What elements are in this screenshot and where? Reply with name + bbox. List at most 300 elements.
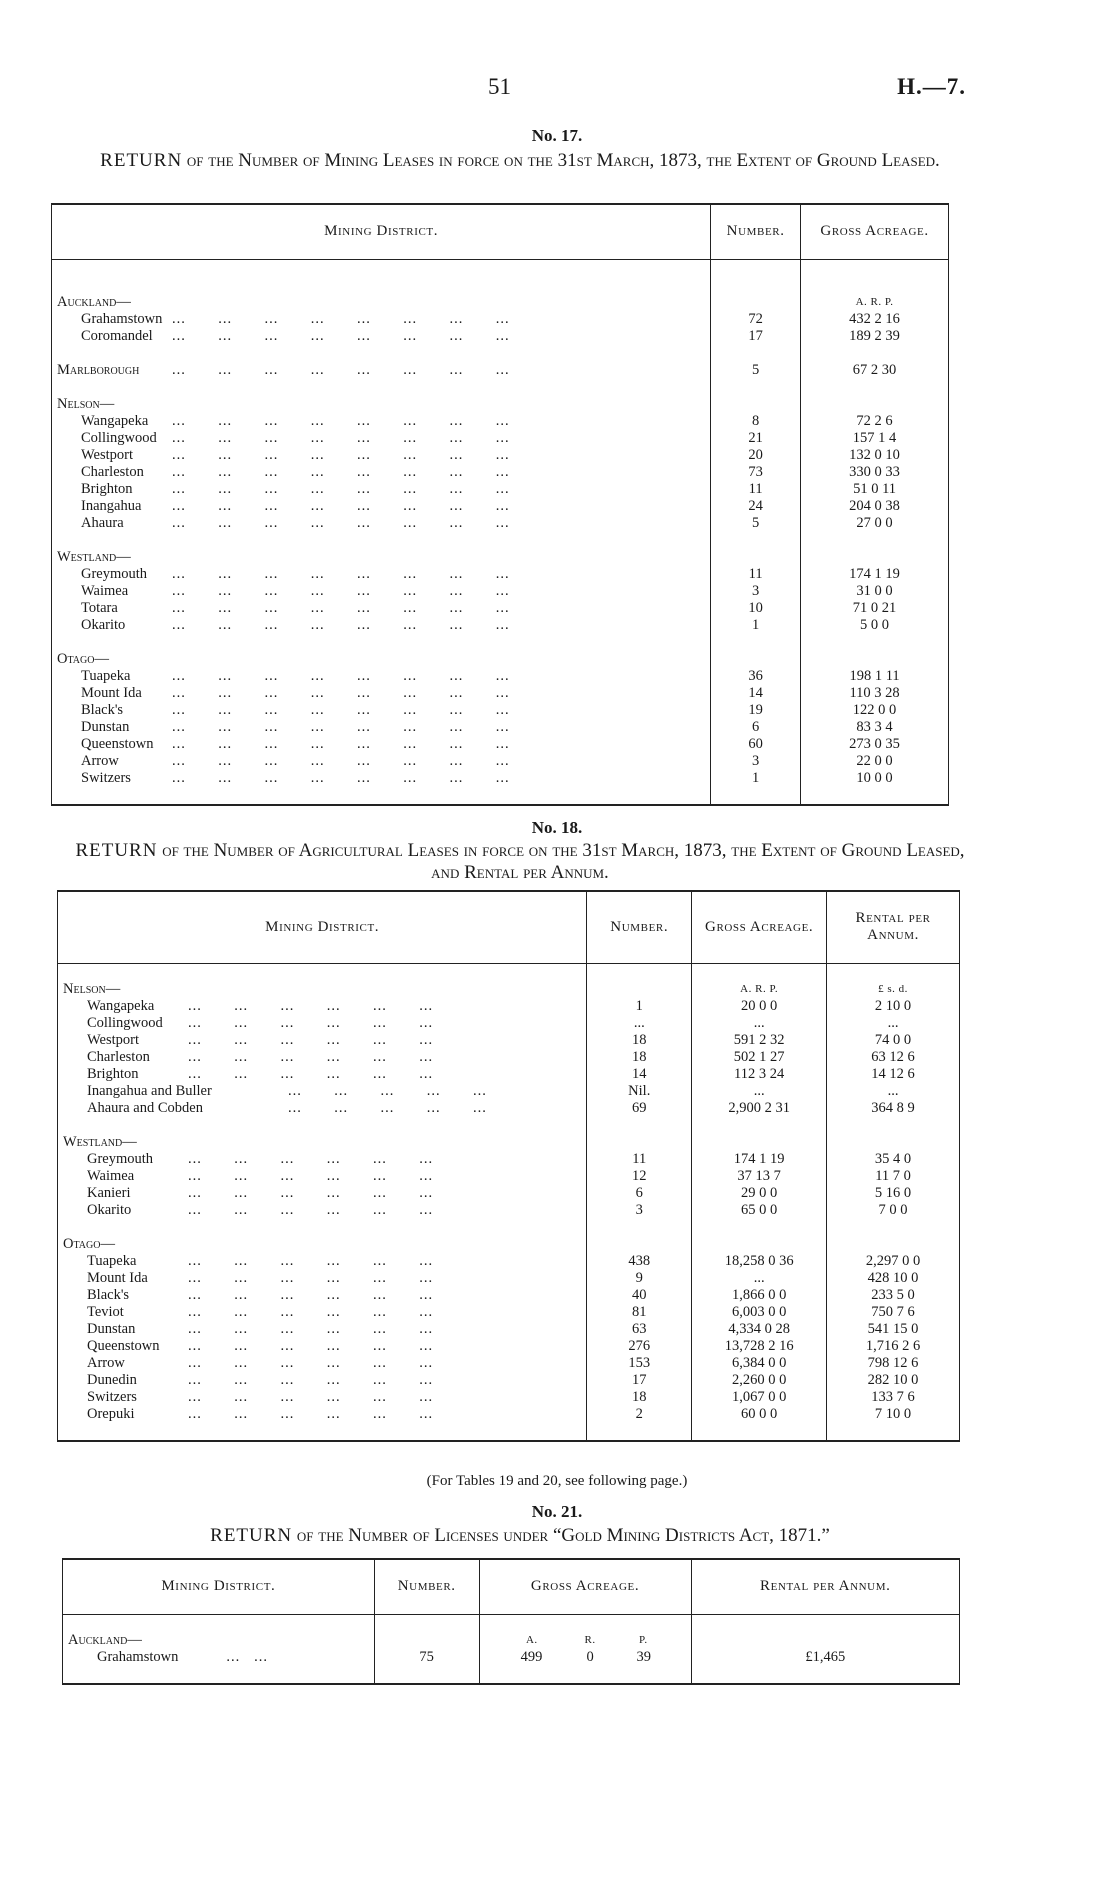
row-name bbox=[52, 617, 711, 634]
empty-cell bbox=[587, 1236, 692, 1253]
table-row bbox=[52, 753, 949, 770]
acreage-units bbox=[801, 549, 949, 566]
row-acreage: 6,384 0 0 bbox=[692, 1355, 827, 1372]
table-row bbox=[52, 498, 949, 515]
unit-roods: R. bbox=[584, 1633, 596, 1646]
row-number: 5 bbox=[711, 515, 801, 532]
table-18-title bbox=[70, 840, 970, 884]
row-name bbox=[58, 1389, 587, 1406]
row-name bbox=[58, 1168, 587, 1185]
leader-dots: ... ... ... ... ... ... ... ... bbox=[172, 412, 510, 429]
group-name: Auckland— bbox=[52, 294, 711, 311]
leader-dots: ... ... ... ... ... ... bbox=[188, 1269, 434, 1286]
row-name bbox=[52, 583, 711, 600]
table-21-number: No. 21. bbox=[531, 1502, 583, 1521]
acreage-units: A. R. P. bbox=[801, 294, 949, 311]
row-number: ... bbox=[587, 1015, 692, 1032]
row-number: 276 bbox=[587, 1338, 692, 1355]
leader-dots: ... ... ... ... ... ... bbox=[188, 1252, 434, 1269]
row-acres: 499 bbox=[520, 1648, 543, 1665]
leader-dots: ... ... ... ... ... ... ... ... bbox=[172, 497, 510, 514]
row-acreage: 29 0 0 bbox=[692, 1185, 827, 1202]
group-name: Otago— bbox=[58, 1236, 587, 1253]
row-acreage: 189 2 39 bbox=[801, 328, 949, 345]
row-name bbox=[58, 1151, 587, 1168]
row-rental: ... bbox=[827, 1083, 960, 1100]
row-rental: 35 4 0 bbox=[827, 1151, 960, 1168]
leader-dots: ... ... ... ... ... ... bbox=[188, 1014, 434, 1031]
row-name-text: Black's bbox=[81, 701, 124, 718]
row-name-text: Dunedin bbox=[87, 1371, 137, 1388]
row-name bbox=[58, 1338, 587, 1355]
table-row bbox=[58, 1287, 960, 1304]
table-18-body bbox=[58, 963, 960, 1441]
table-row bbox=[58, 1321, 960, 1338]
row-rental: £1,465 bbox=[691, 1649, 959, 1666]
table-row bbox=[58, 1032, 960, 1049]
row-acreage: 31 0 0 bbox=[801, 583, 949, 600]
row-name-text: Orepuki bbox=[87, 1405, 135, 1422]
row-name bbox=[52, 311, 711, 328]
row-name bbox=[58, 1083, 587, 1100]
table-row bbox=[58, 1100, 960, 1117]
unit-acres: A. bbox=[525, 1633, 538, 1646]
table-row bbox=[52, 515, 949, 532]
row-name bbox=[52, 464, 711, 481]
table-row bbox=[52, 702, 949, 719]
leader-dots: ... ... ... ... ... ... ... ... bbox=[172, 565, 510, 582]
leader-dots: ... ... ... ... ... ... bbox=[188, 997, 434, 1014]
row-name-text: Wangapeka bbox=[87, 997, 155, 1014]
table-row bbox=[52, 685, 949, 702]
row-name bbox=[52, 600, 711, 617]
leader-dots: ... ... ... ... ... ... ... ... bbox=[172, 718, 510, 735]
empty-cell bbox=[711, 549, 801, 566]
row-name bbox=[58, 1372, 587, 1389]
row-number: 11 bbox=[587, 1151, 692, 1168]
row-rental: 11 7 0 bbox=[827, 1168, 960, 1185]
col-acreage-header: Gross Acreage. bbox=[692, 891, 827, 963]
table-row bbox=[58, 1304, 960, 1321]
row-name-text: Switzers bbox=[81, 769, 131, 786]
leader-dots: ... ... ... ... ... ... ... ... bbox=[172, 310, 510, 327]
leader-dots: ... ... ... ... ... ... bbox=[188, 1150, 434, 1167]
leader-dots: ... ... ... ... ... ... ... ... bbox=[172, 582, 510, 599]
row-rental: 2 10 0 bbox=[827, 998, 960, 1015]
row-acreage: 112 3 24 bbox=[692, 1066, 827, 1083]
row-acreage: 51 0 11 bbox=[801, 481, 949, 498]
row-number: 63 bbox=[587, 1321, 692, 1338]
row-name-text: Dunstan bbox=[87, 1320, 136, 1337]
row-name-text: Brighton bbox=[87, 1065, 139, 1082]
row-acreage bbox=[479, 1649, 691, 1666]
row-acreage: ... bbox=[692, 1270, 827, 1287]
row-number: 3 bbox=[587, 1202, 692, 1219]
rental-units: £ s. d. bbox=[827, 981, 960, 998]
row-acreage: 502 1 27 bbox=[692, 1049, 827, 1066]
row-name-text: Ahaura bbox=[81, 514, 124, 531]
acreage-units bbox=[801, 396, 949, 413]
acreage-units bbox=[479, 1632, 691, 1649]
table-row bbox=[58, 1168, 960, 1185]
row-name bbox=[58, 1304, 587, 1321]
row-acreage: 37 13 7 bbox=[692, 1168, 827, 1185]
row-perches: 39 bbox=[636, 1648, 651, 1665]
row-number: 153 bbox=[587, 1355, 692, 1372]
row-number: 3 bbox=[711, 583, 801, 600]
col-number-header: Number. bbox=[374, 1559, 479, 1614]
table-17-number: No. 17. bbox=[531, 126, 583, 145]
row-number: 14 bbox=[587, 1066, 692, 1083]
leader-dots: ... ... ... ... ... bbox=[288, 1082, 487, 1099]
row-name-text: Coromandel bbox=[81, 327, 153, 344]
row-name-text: Totara bbox=[81, 599, 118, 616]
table-18-number: No. 18. bbox=[531, 818, 583, 837]
group-name: Auckland— bbox=[63, 1632, 375, 1649]
row-name bbox=[58, 1355, 587, 1372]
row-number: 438 bbox=[587, 1253, 692, 1270]
page-number: 51 bbox=[488, 74, 511, 99]
group-row bbox=[58, 981, 960, 998]
row-name bbox=[52, 685, 711, 702]
row-name-text: Greymouth bbox=[81, 565, 148, 582]
row-acreage: 2,900 2 31 bbox=[692, 1100, 827, 1117]
table-18-title-rest: of the Number of Agricultural Leases in force on the 31st March, 1873, the Extent of Ground Leased, and Rental per Annum. bbox=[162, 840, 965, 883]
row-name-text: Tuapeka bbox=[87, 1252, 137, 1269]
row-name-text: Arrow bbox=[81, 752, 119, 769]
row-name-text: Waimea bbox=[87, 1167, 135, 1184]
row-name bbox=[58, 1253, 587, 1270]
group-name: Otago— bbox=[52, 651, 711, 668]
row-name-text: Greymouth bbox=[87, 1150, 154, 1167]
row-name bbox=[58, 1049, 587, 1066]
row-name-text: Waimea bbox=[81, 582, 129, 599]
row-rental: 1,716 2 6 bbox=[827, 1338, 960, 1355]
row-number: 9 bbox=[587, 1270, 692, 1287]
leader-dots: ... ... ... ... ... ... ... ... bbox=[172, 752, 510, 769]
leader-dots: ... ... ... ... ... ... ... ... bbox=[172, 327, 510, 344]
leader-dots: ... ... ... ... ... ... bbox=[188, 1184, 434, 1201]
table-17-title-rest: of the Number of Mining Leases in force on the 31st March, 1873, the Extent of Ground Leased. bbox=[186, 150, 940, 171]
leader-dots: ... ... ... ... ... ... bbox=[188, 1167, 434, 1184]
row-number: 21 bbox=[711, 430, 801, 447]
row-number: 8 bbox=[711, 413, 801, 430]
table-row bbox=[52, 617, 949, 634]
row-number: 17 bbox=[711, 328, 801, 345]
col-acreage-header: Gross Acreage. bbox=[801, 204, 949, 259]
row-number: 17 bbox=[587, 1372, 692, 1389]
group-row bbox=[52, 294, 949, 311]
row-acreage: 67 2 30 bbox=[801, 362, 949, 379]
row-rental: 233 5 0 bbox=[827, 1287, 960, 1304]
col-district-header: Mining District. bbox=[63, 1559, 375, 1614]
row-number: 6 bbox=[587, 1185, 692, 1202]
leader-dots: ... ... ... ... ... ... ... ... bbox=[172, 446, 510, 463]
leader-dots: ... ... ... ... ... bbox=[288, 1099, 487, 1116]
table-row bbox=[58, 1066, 960, 1083]
row-number: 18 bbox=[587, 1032, 692, 1049]
row-name bbox=[52, 430, 711, 447]
col-number-header: Number. bbox=[587, 891, 692, 963]
row-acreage: 432 2 16 bbox=[801, 311, 949, 328]
row-acreage: 60 0 0 bbox=[692, 1406, 827, 1423]
row-name bbox=[52, 753, 711, 770]
rental-units bbox=[827, 1236, 960, 1253]
row-name-text: Queenstown bbox=[81, 735, 154, 752]
row-rental: 428 10 0 bbox=[827, 1270, 960, 1287]
leader-dots: ... ... ... ... ... ... bbox=[188, 1405, 434, 1422]
table-row bbox=[52, 583, 949, 600]
leader-dots: ... ... ... ... ... ... ... ... bbox=[172, 684, 510, 701]
row-acreage: 174 1 19 bbox=[692, 1151, 827, 1168]
row-acreage: 5 0 0 bbox=[801, 617, 949, 634]
row-name-text: Grahamstown bbox=[81, 310, 163, 327]
row-name-text: Mount Ida bbox=[81, 684, 142, 701]
group-row bbox=[58, 1236, 960, 1253]
row-number: 1 bbox=[711, 617, 801, 634]
row-name bbox=[52, 362, 711, 379]
row-acreage: 174 1 19 bbox=[801, 566, 949, 583]
row-acreage: 20 0 0 bbox=[692, 998, 827, 1015]
leader-dots: ... ... ... ... ... ... bbox=[188, 1320, 434, 1337]
row-name-text: Black's bbox=[87, 1286, 130, 1303]
acreage-units bbox=[692, 1134, 827, 1151]
leader-dots: ... ... ... ... ... ... ... ... bbox=[172, 463, 510, 480]
row-name bbox=[58, 1032, 587, 1049]
row-name-text: Switzers bbox=[87, 1388, 137, 1405]
group-row bbox=[52, 651, 949, 668]
row-rental: 63 12 6 bbox=[827, 1049, 960, 1066]
row-name-text: Ahaura and Cobden bbox=[87, 1099, 203, 1116]
group-row bbox=[52, 362, 949, 379]
group-name: Nelson— bbox=[52, 396, 711, 413]
row-acreage: 72 2 6 bbox=[801, 413, 949, 430]
col-rental-header: Rental per Annum. bbox=[691, 1559, 959, 1614]
group-name: Westland— bbox=[52, 549, 711, 566]
row-number: 24 bbox=[711, 498, 801, 515]
table-row bbox=[52, 600, 949, 617]
row-name-text: Grahamstown bbox=[97, 1648, 179, 1665]
row-acreage: 1,866 0 0 bbox=[692, 1287, 827, 1304]
row-name-text: Inangahua and Buller bbox=[87, 1082, 212, 1099]
table-row bbox=[58, 1202, 960, 1219]
table-row bbox=[52, 464, 949, 481]
row-number: 75 bbox=[374, 1649, 479, 1666]
row-acreage: 273 0 35 bbox=[801, 736, 949, 753]
row-number: 36 bbox=[711, 668, 801, 685]
row-number: 60 bbox=[711, 736, 801, 753]
row-acreage: 591 2 32 bbox=[692, 1032, 827, 1049]
row-rental: 14 12 6 bbox=[827, 1066, 960, 1083]
row-number: 5 bbox=[711, 362, 801, 379]
row-rental: 364 8 9 bbox=[827, 1100, 960, 1117]
row-acreage: 13,728 2 16 bbox=[692, 1338, 827, 1355]
table-21-title-prefix: RETURN bbox=[210, 1525, 293, 1546]
empty-cell bbox=[711, 651, 801, 668]
row-acreage: 6,003 0 0 bbox=[692, 1304, 827, 1321]
leader-dots: ... ... ... ... ... ... bbox=[188, 1065, 434, 1082]
row-rental: 133 7 6 bbox=[827, 1389, 960, 1406]
row-name bbox=[58, 1287, 587, 1304]
leader-dots: ... ... ... ... ... ... bbox=[188, 1286, 434, 1303]
empty-cell bbox=[587, 1134, 692, 1151]
table-row bbox=[52, 430, 949, 447]
row-name-text: Collingwood bbox=[87, 1014, 163, 1031]
row-number: 69 bbox=[587, 1100, 692, 1117]
table-row bbox=[58, 1406, 960, 1423]
row-acreage: 18,258 0 36 bbox=[692, 1253, 827, 1270]
table-row bbox=[58, 1049, 960, 1066]
table-row bbox=[58, 1355, 960, 1372]
row-name bbox=[52, 566, 711, 583]
table-row bbox=[58, 1270, 960, 1287]
row-name bbox=[52, 413, 711, 430]
row-number: 11 bbox=[711, 566, 801, 583]
table-21 bbox=[62, 1558, 960, 1685]
col-acreage-header: Gross Acreage. bbox=[479, 1559, 691, 1614]
row-name-text: Tuapeka bbox=[81, 667, 131, 684]
leader-dots: ... ... ... ... ... ... bbox=[188, 1337, 434, 1354]
row-rental: 750 7 6 bbox=[827, 1304, 960, 1321]
table-row bbox=[52, 447, 949, 464]
row-rental: 7 10 0 bbox=[827, 1406, 960, 1423]
leader-dots: ... ... ... ... ... ... ... ... bbox=[172, 735, 510, 752]
row-name-text: Teviot bbox=[87, 1303, 124, 1320]
group-row bbox=[52, 549, 949, 566]
row-name bbox=[52, 328, 711, 345]
table-row bbox=[52, 311, 949, 328]
row-name bbox=[58, 1100, 587, 1117]
table-row bbox=[58, 1389, 960, 1406]
row-number: 18 bbox=[587, 1389, 692, 1406]
table-row bbox=[52, 736, 949, 753]
leader-dots: ... ... ... ... ... ... ... ... bbox=[172, 599, 510, 616]
col-rental-header: Rental per Annum. bbox=[827, 891, 960, 963]
row-name bbox=[52, 668, 711, 685]
row-acreage: 27 0 0 bbox=[801, 515, 949, 532]
table-17 bbox=[51, 203, 949, 806]
table-row bbox=[63, 1649, 960, 1666]
row-acreage: 22 0 0 bbox=[801, 753, 949, 770]
row-name-text: Dunstan bbox=[81, 718, 130, 735]
row-name bbox=[52, 481, 711, 498]
row-number: 73 bbox=[711, 464, 801, 481]
row-name-text: Queenstown bbox=[87, 1337, 160, 1354]
table-row bbox=[52, 719, 949, 736]
row-name bbox=[58, 1202, 587, 1219]
table-21-title-rest: of the Number of Licenses under “Gold Mining Districts Act, 1871.” bbox=[296, 1525, 830, 1546]
table-row bbox=[58, 1083, 960, 1100]
col-district-header: Mining District. bbox=[52, 204, 711, 259]
row-name-text: Brighton bbox=[81, 480, 133, 497]
group-row bbox=[52, 396, 949, 413]
row-name bbox=[58, 1270, 587, 1287]
row-name: Grahamstown ... ... bbox=[63, 1649, 375, 1666]
table-21-title bbox=[70, 1525, 970, 1547]
col-number-header: Number. bbox=[711, 204, 801, 259]
row-name bbox=[58, 998, 587, 1015]
leader-dots: ... ... ... ... ... ... ... ... bbox=[172, 480, 510, 497]
row-name bbox=[52, 719, 711, 736]
leader-dots: ... ... ... ... ... ... bbox=[188, 1354, 434, 1371]
table-17-title-prefix: RETURN bbox=[100, 150, 183, 171]
row-name-text: Marlborough bbox=[57, 361, 140, 378]
unit-perches: P. bbox=[638, 1633, 648, 1646]
table-row bbox=[52, 328, 949, 345]
row-name-text: Wangapeka bbox=[81, 412, 149, 429]
row-roods: 0 bbox=[586, 1648, 594, 1665]
table-row bbox=[52, 413, 949, 430]
row-number: 1 bbox=[587, 998, 692, 1015]
row-rental: 282 10 0 bbox=[827, 1372, 960, 1389]
leader-dots: ... ... ... ... ... ... ... ... bbox=[172, 667, 510, 684]
row-name-text: Kanieri bbox=[87, 1184, 131, 1201]
row-name bbox=[58, 1066, 587, 1083]
rental-units bbox=[827, 1134, 960, 1151]
row-rental: ... bbox=[827, 1015, 960, 1032]
table-18 bbox=[57, 890, 960, 1442]
table-row bbox=[58, 998, 960, 1015]
row-rental: 74 0 0 bbox=[827, 1032, 960, 1049]
empty-cell bbox=[711, 396, 801, 413]
table-row bbox=[58, 1151, 960, 1168]
table-row bbox=[58, 1372, 960, 1389]
row-acreage: 157 1 4 bbox=[801, 430, 949, 447]
row-acreage: 204 0 38 bbox=[801, 498, 949, 515]
row-name bbox=[52, 515, 711, 532]
row-name-text: Inangahua bbox=[81, 497, 142, 514]
leader-dots: ... ... ... ... ... ... ... ... bbox=[172, 769, 510, 786]
leader-dots: ... ... ... ... ... ... bbox=[188, 1048, 434, 1065]
row-acreage: 122 0 0 bbox=[801, 702, 949, 719]
table-row bbox=[58, 1253, 960, 1270]
table-row bbox=[58, 1185, 960, 1202]
row-rental: 2,297 0 0 bbox=[827, 1253, 960, 1270]
row-acreage: 198 1 11 bbox=[801, 668, 949, 685]
row-number: 72 bbox=[711, 311, 801, 328]
row-name-text: Arrow bbox=[87, 1354, 125, 1371]
row-number: 12 bbox=[587, 1168, 692, 1185]
row-acreage: 71 0 21 bbox=[801, 600, 949, 617]
table-row bbox=[52, 770, 949, 787]
row-number: 40 bbox=[587, 1287, 692, 1304]
row-name-text: Mount Ida bbox=[87, 1269, 148, 1286]
row-acreage: 110 3 28 bbox=[801, 685, 949, 702]
leader-dots: ... ... ... ... ... ... ... ... bbox=[172, 429, 510, 446]
row-number: 20 bbox=[711, 447, 801, 464]
row-acreage: 83 3 4 bbox=[801, 719, 949, 736]
row-number: 18 bbox=[587, 1049, 692, 1066]
acreage-units bbox=[801, 651, 949, 668]
row-acreage: 10 0 0 bbox=[801, 770, 949, 787]
table-row bbox=[52, 481, 949, 498]
row-name bbox=[52, 736, 711, 753]
row-number: 3 bbox=[711, 753, 801, 770]
table-row bbox=[52, 668, 949, 685]
group-name: Westland— bbox=[58, 1134, 587, 1151]
leader-dots: ... ... ... ... ... ... ... ... bbox=[172, 701, 510, 718]
row-name-text: Westport bbox=[87, 1031, 139, 1048]
row-name-text: Okarito bbox=[87, 1201, 132, 1218]
row-name bbox=[52, 447, 711, 464]
row-number: 6 bbox=[711, 719, 801, 736]
row-number: 11 bbox=[711, 481, 801, 498]
row-acreage: 2,260 0 0 bbox=[692, 1372, 827, 1389]
row-rental: 7 0 0 bbox=[827, 1202, 960, 1219]
row-name-text: Charleston bbox=[87, 1048, 150, 1065]
row-name-text: Collingwood bbox=[81, 429, 157, 446]
document-reference: H.—7. bbox=[897, 74, 966, 99]
